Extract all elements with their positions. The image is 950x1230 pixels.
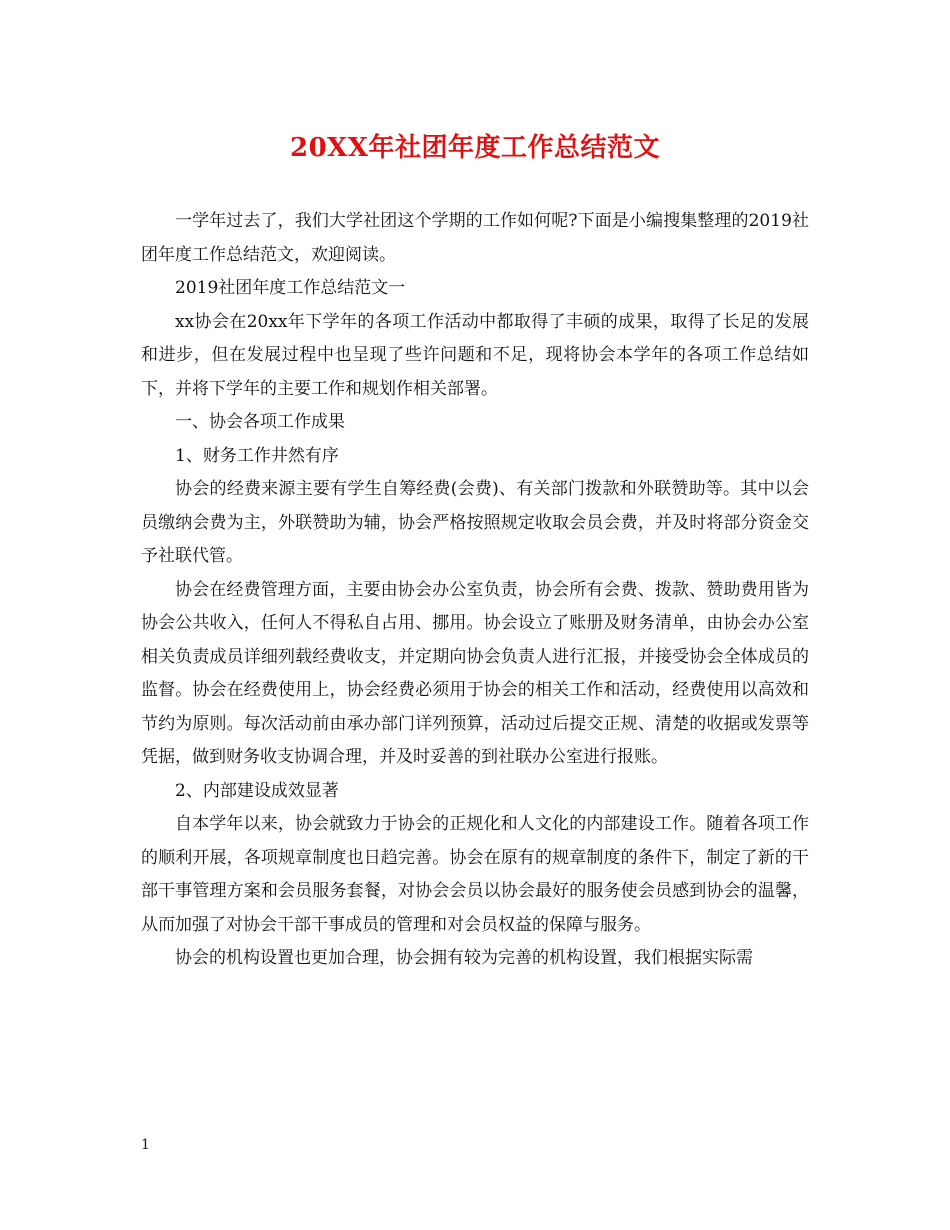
paragraph-finance-sources: 协会的经费来源主要有学生自筹经费(会费)、有关部门拨款和外联赞助等。其中以会员缴纳会费为主，外联赞助为辅，协会严格按照规定收取会员会费，并及时将部分资金交予社联代管。 bbox=[141, 479, 809, 566]
page-number: 1 bbox=[141, 1137, 150, 1153]
document-title: 20XX年社团年度工作总结范文 bbox=[289, 133, 661, 163]
document-body bbox=[141, 205, 809, 976]
paragraph-structure: 协会的机构设置也更加合理，协会拥有较为完善的机构设置，我们根据实际需 bbox=[175, 948, 753, 968]
paragraph-finance-management: 协会在经费管理方面，主要由协会办公室负责，协会所有会费、拨款、赞助费用皆为协会公共收入，任何人不得私自占用、挪用。协会设立了账册及财务清单，由协会办公室相关负责成员详细列载经费收支，并定期向协会负责人进行汇报，并接受协会全体成员的监督。协会在经费使用上，协会经费必须用于协会的相关工作和活动，经费使用以高效和节约为原则。每次活动前由承办部门详列预算，活动过后提交正规、清楚的收据或发票等凭据，做到财务收支协调合理，并及时妥善的到社联办公室进行报账。 bbox=[141, 579, 809, 767]
paragraph-internal-building: 自本学年以来，协会就致力于协会的正规化和人文化的内部建设工作。随着各项工作的顺利开展，各项规章制度也日趋完善。协会在原有的规章制度的条件下，制定了新的干部干事管理方案和会员服务套餐，对协会会员以协会最好的服务使会员感到协会的温馨，从而加强了对协会干部干事成员的管理和对会员权益的保障与服务。 bbox=[141, 814, 809, 935]
subsection-heading-internal: 2、内部建设成效显著 bbox=[175, 780, 339, 801]
section-heading-achievements: 一、协会各项工作成果 bbox=[175, 412, 345, 432]
paragraph-overview: xx协会在20xx年下学年的各项工作活动中都取得了丰硕的成果，取得了长足的发展和进步，但在发展过程中也呈现了些许问题和不足，现将协会本学年的各项工作总结如下，并将下学年的主要工作和规划作相关部署。 bbox=[141, 311, 809, 399]
paragraph-intro: 一学年过去了，我们大学社团这个学期的工作如何呢?下面是小编搜集整理的2019社团年度工作总结范文，欢迎阅读。 bbox=[141, 211, 809, 265]
paragraph-subtitle: 2019社团年度工作总结范文一 bbox=[175, 278, 406, 298]
subsection-heading-finance: 1、财务工作井然有序 bbox=[175, 445, 339, 466]
